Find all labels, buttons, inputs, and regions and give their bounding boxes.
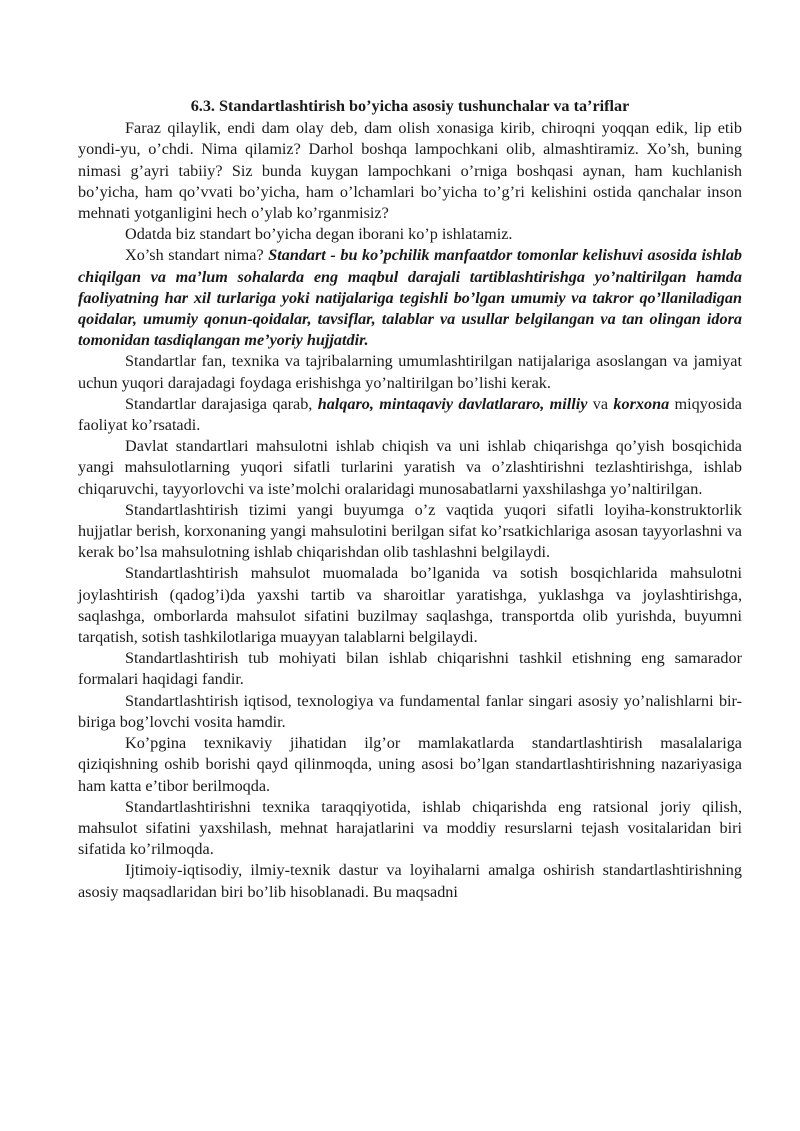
paragraph-progress: Standartlashtirishni texnika taraqqiyotida, ishlab chiqarishda eng ratsional joriy qilish, mahsulot sifatini yaxshilash, mehnat harajatlarini va moddiy resurslarni tejash vositalaridan biri sifatida ko’rilmoqda. — [78, 797, 742, 859]
definition-text: Standart - bu ko’pchilik manfaatdor tomonlar kelishuvi asosida ishlab chiqilgan va ma’lum sohalarda eng maqbul darajali tartiblashtirishga yo’naltirilgan hamda faoliyatning har xil turlariga yoki natijalariga tegishli bo’lgan umumiy va takror qo’llaniladigan qoidalar, umumiy qonun-qoidalar, tavsiflar, talablar va usullar belgilangan va tan olingan idora tomonidan tasdiqlangan me’yoriy hujjatdir. — [78, 246, 743, 350]
levels-tail: miqyosida faoliyat ko’rsatadi. — [78, 394, 742, 435]
levels-lead: Standartlar darajasiga qarab, — [125, 394, 318, 413]
paragraph-circulation: Standartlashtirish mahsulot muomalada bo’lganida va sotish bosqichlarida mahsulotni joylashtirish (qadog’i)da yaxshi tartib va sharoitlar yaratishga, yuklashga va joylashtirishga, saqlashga, omborlarda mahsulot sifatini buzilmay saqlashga, transportda olib yurishda, buyumni tarqatish, sotish tashkilotlariga muayyan talablarni belgilaydi. — [78, 564, 742, 647]
paragraph-essence: Standartlashtirish tub mohiyati bilan ishlab chiqarishni tashkil etishning eng samarador formalari haqidagi fandir. — [78, 649, 742, 689]
section-title: 6.3. Standartlashtirish bo’yicha asosiy tushunchalar va ta’riflar — [190, 97, 630, 115]
definition-lead: Xo’sh standart nima? — [125, 246, 269, 265]
paragraph-standard-phrase: Odatda biz standart bo’yicha degan iborani ko’p ishlatamiz. — [125, 225, 513, 244]
levels-list: halqaro, mintaqaviy davlatlararo, milliy — [317, 394, 588, 413]
paragraph-intro: Faraz qilaylik, endi dam olay deb, dam olish xonasiga kirib, chiroqni yoqqan edik, lip etib yondi-yu, o’chdi. Nima qilamiz? Darhol boshqa lampochkani olib, almashtiramiz. Xo’sh, buning nimasi g’ayri tabiiy? Siz bunda kuygan lampochkani o’rniga boshqasi aynan, ham kuchlanish bo’yicha, ham qo’vvati bo’yicha, ham o’lchamlari bo’yicha to’g’ri kelishini ostida qanchalar inson mehnati yotganligini hech o’ylab ko’rganmisiz? — [78, 119, 742, 223]
paragraph-state-standards: Davlat standartlari mahsulotni ishlab chiqish va uni ishlab chiqarishga qo’yish bosqichida yangi mahsulotlarning yuqori sifatli turlarini yaratish va o’zlashtirishni tezlashtirishga, ishlab chiqaruvchi, tayyorlovchi va iste’molchi oralaridagi munosabatlarni yaxshilashga yo’naltirilgan. — [78, 437, 742, 498]
paragraph-basis: Standartlar fan, texnika va tajribalarning umumlashtirilgan natijalariga asoslangan va jamiyat uchun yuqori darajadagi foydaga erishishga yo’naltirilgan bo’lishi kerak. — [78, 352, 742, 392]
levels-and: va — [587, 394, 614, 413]
paragraph-system: Standartlashtirish tizimi yangi buyumga o’z vaqtida yuqori sifatli loyiha-konstruktorlik hujjatlar berish, korxonaning yangi mahsulotini berilgan sifat ko’rsatkichlariga asosan tayyorlashni va kerak bo’lsa mahsulotning ishlab chiqarishdan olib tashlashni belgilaydi. — [78, 500, 742, 562]
levels-enterprise: korxona — [613, 394, 670, 413]
paragraph-connector: Standartlashtirish iqtisod, texnologiya va fundamental fanlar singari asosiy yo’nalishlarni bir-biriga bog’lovchi vosita hamdir. — [78, 691, 742, 731]
paragraph-levels — [78, 394, 742, 436]
document-page — [78, 96, 742, 903]
paragraph-goals: Ijtimoiy-iqtisodiy, ilmiy-texnik dastur va loyihalarni amalga oshirish standartlashtirishning asosiy maqsadlaridan biri bo’lib hisoblanadi. Bu maqsadni — [78, 861, 742, 901]
paragraph-interest: Ko’pgina texnikaviy jihatidan ilg’or mamlakatlarda standartlashtirish masalalariga qiziqishning oshib borishi qayd qilinmoqda, uning asosi bo’lgan standartlashtirishning nazariyasiga ham katta e’tibor berilmoqda. — [78, 734, 742, 795]
paragraph-definition — [78, 245, 742, 351]
